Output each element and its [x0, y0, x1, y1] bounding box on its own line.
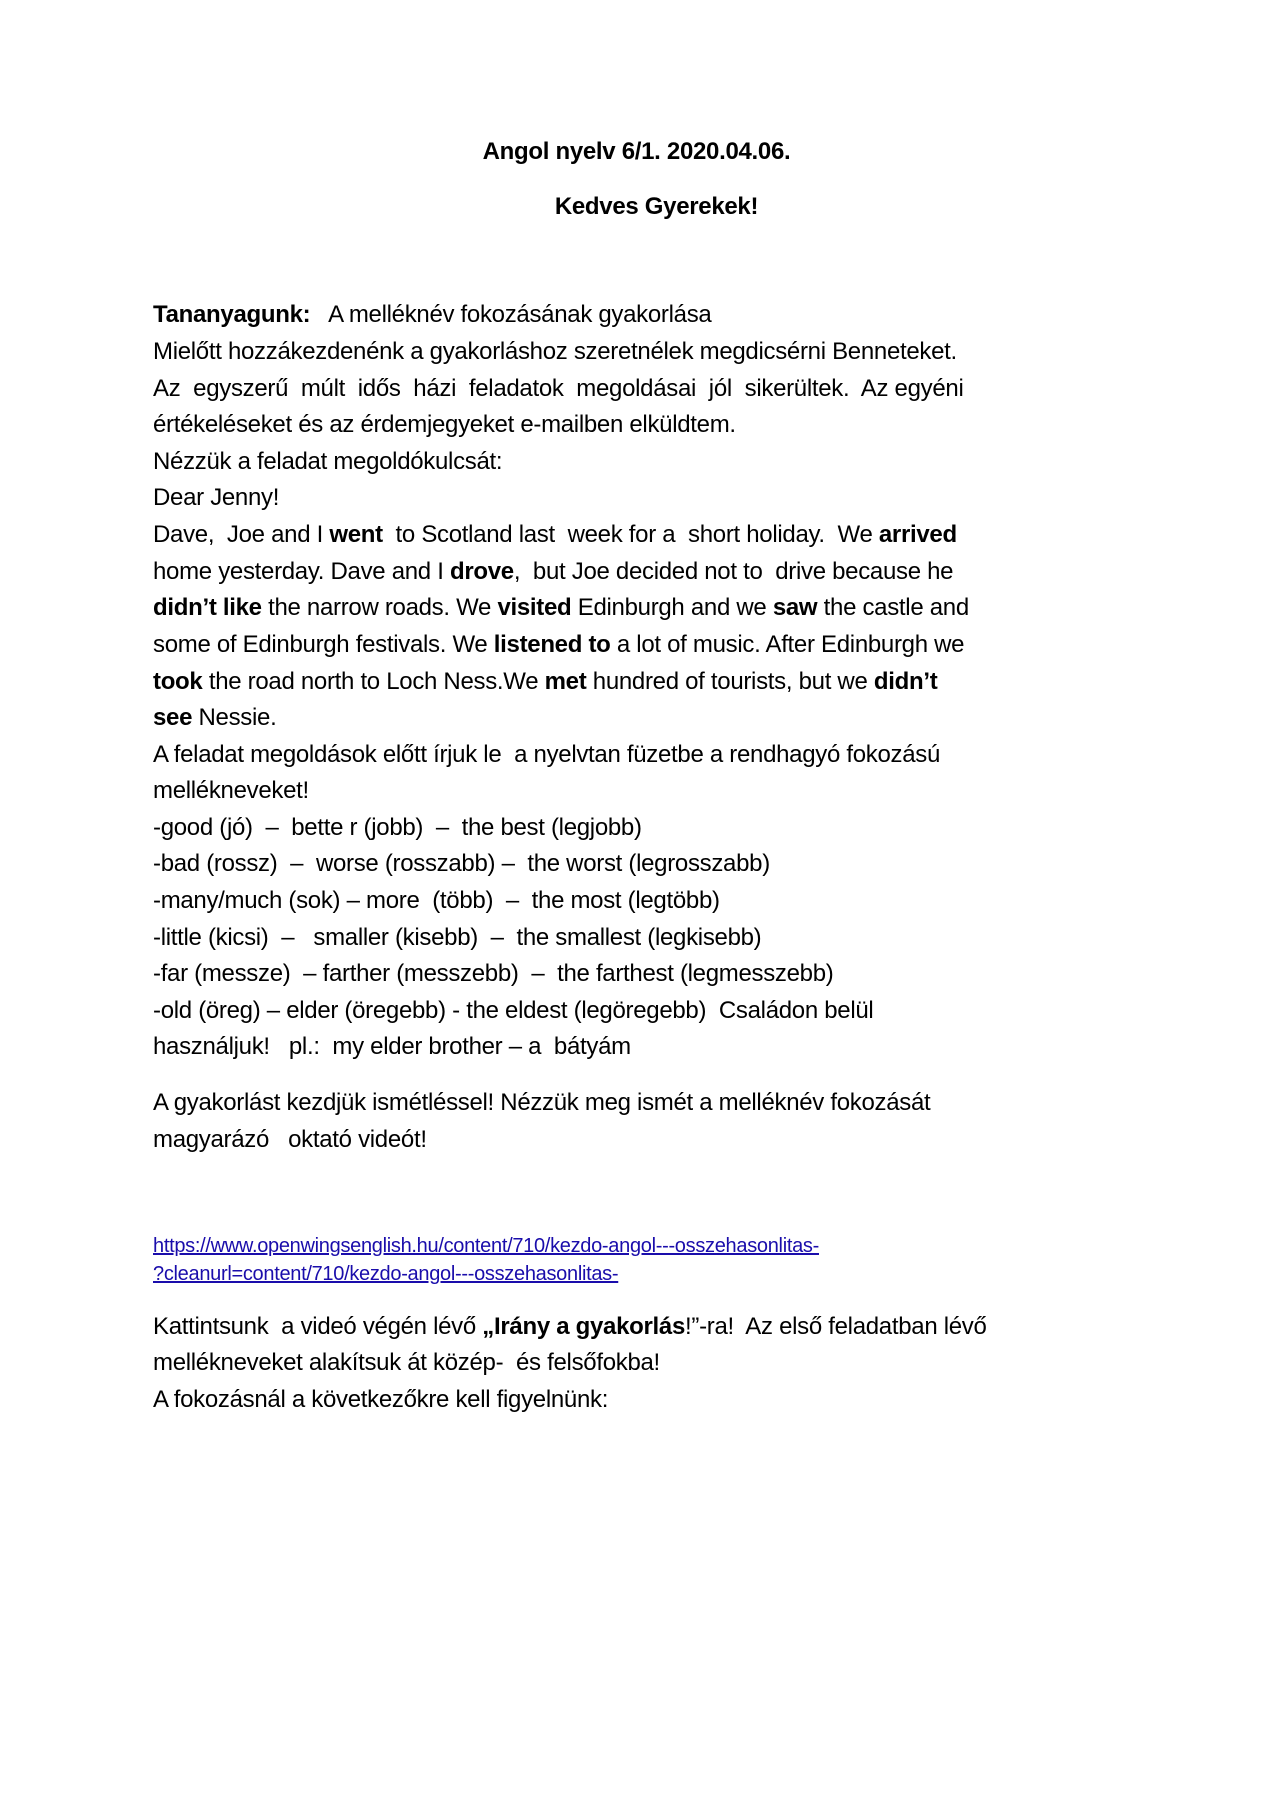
topic-label: Tananyagunk:: [153, 301, 311, 328]
irregular-adjective-item: -little (kicsi) – smaller (kisebb) – the smallest (legkisebb): [153, 924, 762, 951]
topic-line: [153, 300, 711, 330]
letter-text: the castle and: [817, 594, 969, 621]
verb-met: met: [544, 668, 587, 695]
greeting: Kedves Gyerekek!: [554, 193, 759, 220]
letter-line: [153, 703, 276, 733]
letter-line: [153, 630, 964, 660]
letter-line: [153, 520, 957, 550]
verb-didnt: didn’t: [873, 668, 938, 695]
closing-line: [153, 1312, 987, 1342]
intro-line: Mielőtt hozzákezdenénk a gyakorláshoz szeretnélek megdicsérni Benneteket.: [153, 338, 957, 365]
letter-text: to Scotland last week for a short holiday. We: [382, 521, 879, 548]
verb-listened-to: listened to: [493, 631, 611, 658]
intro-line: értékeléseket és az érdemjegyeket e-mailben elküldtem.: [153, 411, 736, 438]
verb-didnt-like: didn’t like: [153, 594, 262, 621]
irregular-adjective-item: -old (öreg) – elder (öregebb) - the eldest (legöregebb) Családon belül: [153, 997, 874, 1024]
verb-saw: saw: [772, 594, 818, 621]
video-link-line2[interactable]: ?cleanurl=content/710/kezdo-angol---osszehasonlitas-: [153, 1263, 619, 1285]
letter-text: Nessie.: [192, 704, 277, 731]
closing-text: Kattintsunk a videó végén lévő: [153, 1313, 483, 1340]
topic-text: A melléknév fokozásának gyakorlása: [328, 301, 712, 328]
letter-text: the narrow roads. We: [261, 594, 498, 621]
practice-line: magyarázó oktató videót!: [153, 1126, 427, 1153]
practice-line: A gyakorlást kezdjük ismétléssel! Nézzük meg ismét a melléknév fokozását: [153, 1089, 931, 1116]
irregular-adjective-item: -bad (rossz) – worse (rosszabb) – the worst (legrosszabb): [153, 850, 770, 877]
verb-took: took: [153, 668, 203, 695]
letter-text: a lot of music. After Edinburgh we: [610, 631, 965, 658]
letter-text: hundred of tourists, but we: [586, 668, 874, 695]
letter-salutation: Dear Jenny!: [153, 484, 280, 511]
irregular-adjective-item: -far (messze) – farther (messzebb) – the farthest (legmesszebb): [153, 960, 834, 987]
irregular-adjective-item: -good (jó) – bette r (jobb) – the best (legjobb): [153, 814, 642, 841]
letter-text: Dave, Joe and I: [153, 521, 330, 548]
verb-see: see: [153, 704, 193, 731]
letter-text: home yesterday. Dave and I: [153, 558, 450, 585]
irregular-intro-line: mellékneveket!: [153, 777, 309, 804]
verb-visited: visited: [497, 594, 572, 621]
letter-line: [153, 557, 953, 587]
letter-line: [153, 593, 969, 623]
irregular-intro-line: A feladat megoldások előtt írjuk le a nyelvtan füzetbe a rendhagyó fokozású: [153, 741, 941, 768]
irregular-adjective-item: -many/much (sok) – more (több) – the most (legtöbb): [153, 887, 720, 914]
intro-line: Nézzük a feladat megoldókulcsát:: [153, 448, 503, 475]
closing-line: mellékneveket alakítsuk át közép- és felsőfokba!: [153, 1349, 660, 1376]
document-title: Angol nyelv 6/1. 2020.04.06.: [482, 138, 791, 165]
letter-text: the road north to Loch Ness.We: [202, 668, 545, 695]
letter-text: some of Edinburgh festivals. We: [153, 631, 494, 658]
verb-arrived: arrived: [878, 521, 957, 548]
letter-text: , but Joe decided not to drive because he: [513, 558, 954, 585]
irregular-adjective-note: használjuk! pl.: my elder brother – a bátyám: [153, 1033, 631, 1060]
intro-line: Az egyszerű múlt idős házi feladatok megoldásai jól sikerültek. Az egyéni: [153, 375, 964, 402]
closing-text: !”-ra! Az első feladatban lévő: [685, 1313, 987, 1340]
letter-line: [153, 667, 937, 697]
verb-went: went: [329, 521, 383, 548]
video-link-line1[interactable]: https://www.openwingsenglish.hu/content/710/kezdo-angol---osszehasonlitas-: [153, 1235, 819, 1257]
letter-text: Edinburgh and we: [571, 594, 773, 621]
closing-line: A fokozásnál a következőkre kell figyelnünk:: [153, 1386, 609, 1413]
verb-drove: drove: [449, 558, 514, 585]
irany-a-gyakorlas: „Irány a gyakorlás: [482, 1313, 686, 1340]
